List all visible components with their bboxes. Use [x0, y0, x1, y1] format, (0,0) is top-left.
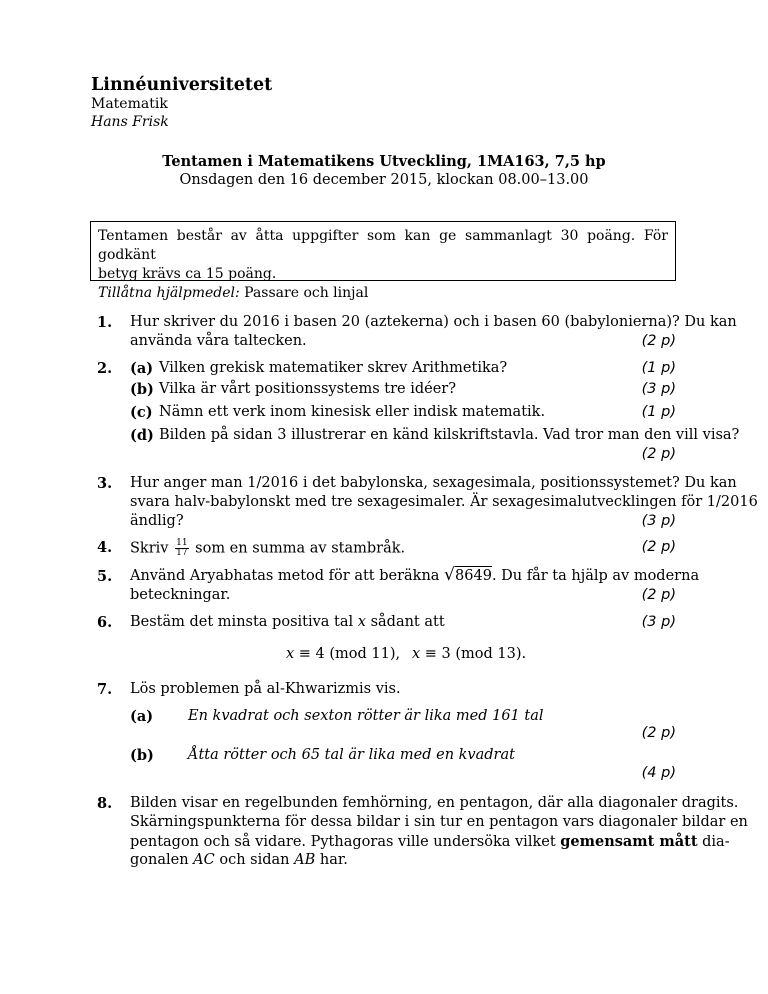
- variable-x: x: [286, 646, 295, 662]
- exam-date: Onsdagen den 16 december 2015, klockan 08.00–13.00: [179, 172, 589, 188]
- fraction: [175, 539, 188, 558]
- question-text-line: [130, 539, 405, 558]
- points-label: (2 p): [641, 333, 676, 349]
- q4-post-text: som en summa av stambråk.: [195, 540, 406, 557]
- points-label: (2 p): [641, 725, 676, 741]
- points-label: (3 p): [641, 614, 676, 630]
- subquestion-label: (d): [130, 427, 154, 444]
- author-name: Hans Frisk: [91, 114, 169, 130]
- department-name: Matematik: [91, 96, 168, 112]
- points-label: (2 p): [641, 539, 676, 555]
- question-text-line: beteckningar.: [130, 587, 231, 603]
- subquestion-text: Bilden på sidan 3 illustrerar en känd kilskriftstavla. Vad tror man den vill visa?: [159, 427, 740, 443]
- question-number: 6.: [97, 614, 113, 631]
- question-text-line: [130, 614, 445, 630]
- points-label: (3 p): [641, 381, 676, 397]
- question-text-line: Hur skriver du 2016 i basen 20 (aztekerna) och i basen 60 (babylonierna)? Du kan: [130, 314, 737, 330]
- question-text-line: Bilden visar en regelbunden femhörning, en pentagon, där alla diagonaler dragits.: [130, 795, 739, 811]
- points-label: (3 p): [641, 513, 676, 529]
- points-label: (4 p): [641, 765, 676, 781]
- question-number: 4.: [97, 539, 113, 556]
- question-number: 5.: [97, 568, 113, 585]
- question-text-line: [130, 852, 348, 868]
- q8-line4-post: har.: [319, 852, 348, 868]
- university-name: Linnéuniversitetet: [91, 75, 273, 95]
- info-line-1: Tentamen består av åtta uppgifter som kan ge sammanlagt 30 poäng. För godkänt: [98, 228, 668, 263]
- radical-sign: √: [444, 565, 455, 585]
- question-text-line: Hur anger man 1/2016 i det babylonska, sexagesimala, positionssystemet? Du kan: [130, 475, 737, 491]
- points-label: (2 p): [641, 446, 676, 462]
- subquestion-text: Vilken grekisk matematiker skrev Arithmetika?: [159, 360, 508, 376]
- question-text-line: Lös problemen på al-Khwarizmis vis.: [130, 681, 401, 697]
- aids-label: Tillåtna hjälpmedel:: [98, 285, 240, 301]
- radicand: 8649: [455, 568, 492, 584]
- question-text-line: [130, 565, 700, 585]
- exam-title: Tentamen i Matematikens Utveckling, 1MA163, 7,5 hp: [162, 153, 606, 170]
- info-aids: [98, 284, 668, 303]
- exam-info-box: [90, 221, 676, 301]
- q8-line3-text: pentagon och så vidare. Pythagoras ville undersöka vilket: [130, 834, 556, 850]
- aids-value: Passare och linjal: [244, 285, 369, 301]
- info-line-2: betyg krävs ca 15 poäng.: [98, 266, 277, 282]
- square-root: [444, 565, 492, 585]
- congruence-2: [412, 646, 526, 662]
- q8-line4-mid: och sidan: [219, 852, 290, 868]
- question-number: 1.: [97, 314, 113, 331]
- question-number: 3.: [97, 475, 113, 492]
- points-label: (2 p): [641, 587, 676, 603]
- q6-pre-text: Bestäm det minsta positiva tal: [130, 614, 354, 630]
- q8-line4-pre: gonalen: [130, 852, 189, 868]
- q5-post-text: . Du får ta hjälp av moderna: [491, 568, 700, 584]
- question-number: 2.: [97, 360, 113, 377]
- q5-pre-text: Använd Aryabhatas metod för att beräkna: [130, 568, 440, 584]
- question-text-line: ändlig?: [130, 513, 184, 529]
- subquestion-text: Åtta rötter och 65 tal är lika med en kvadrat: [188, 747, 515, 763]
- congruence-rest: ≡ 3 (mod 13).: [424, 646, 527, 662]
- q8-line3-post: dia-: [702, 834, 730, 850]
- points-label: (1 p): [641, 360, 676, 376]
- subquestion-label: (c): [130, 404, 153, 421]
- variable-x: x: [412, 646, 421, 662]
- subquestion-text: En kvadrat och sexton rötter är lika med 161 tal: [188, 708, 544, 724]
- question-text-line: svara halv-babylonskt med tre sexagesimaler. Är sexagesimalutvecklingen för 1/2016: [130, 494, 758, 510]
- segment-ab: AB: [294, 852, 316, 868]
- q8-bold-phrase: gemensamt mått: [560, 833, 698, 850]
- subquestion-text: Nämn ett verk inom kinesisk eller indisk matematik.: [159, 404, 546, 420]
- question-number: 8.: [97, 795, 113, 812]
- question-number: 7.: [97, 681, 113, 698]
- question-text-line: Skärningspunkterna för dessa bildar i sin tur en pentagon vars diagonaler bildar en: [130, 814, 748, 830]
- fraction-denominator: 17: [176, 548, 188, 558]
- points-label: (1 p): [641, 404, 676, 420]
- q4-pre-text: Skriv: [130, 540, 169, 557]
- subquestion-label: (a): [130, 708, 154, 725]
- congruence-1: [286, 646, 400, 662]
- question-text-line: [130, 833, 730, 850]
- q6-post-text: sådant att: [370, 614, 445, 630]
- fraction-numerator: 11: [176, 538, 188, 548]
- question-text-line: använda våra taltecken.: [130, 333, 307, 349]
- subquestion-label: (b): [130, 381, 154, 398]
- subquestion-label: (a): [130, 360, 154, 377]
- variable-x: x: [357, 614, 366, 630]
- congruence-rest: ≡ 4 (mod 11),: [298, 646, 401, 662]
- subquestion-text: Vilka är vårt positionssystems tre idéer?: [159, 381, 457, 397]
- subquestion-label: (b): [130, 747, 154, 764]
- segment-ac: AC: [193, 852, 215, 868]
